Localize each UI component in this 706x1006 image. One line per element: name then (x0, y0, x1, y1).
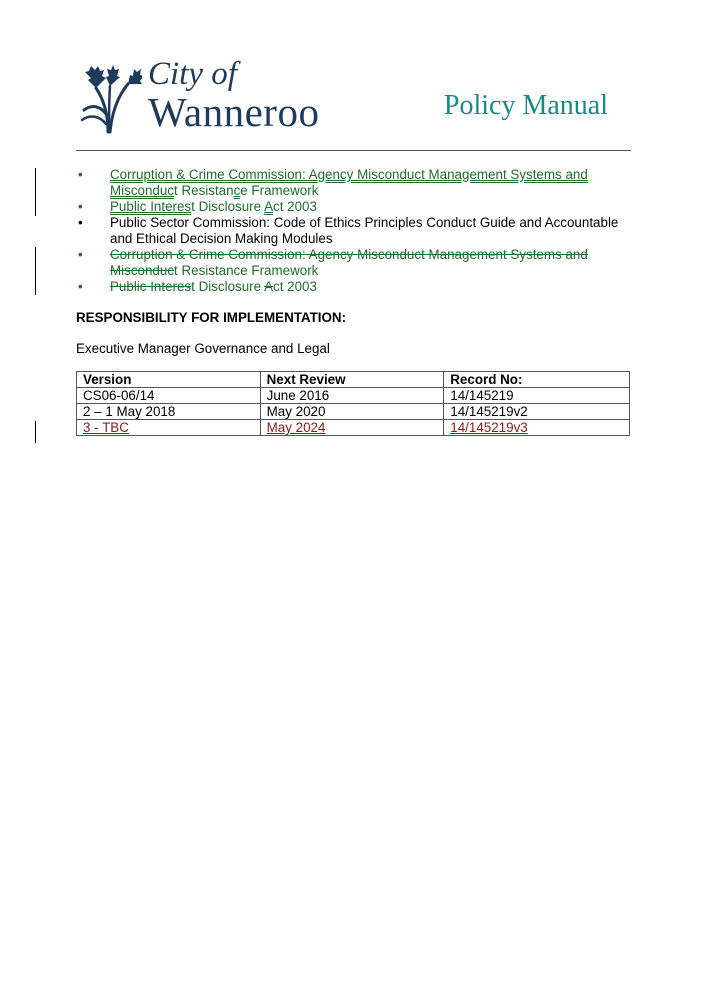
list-item-text: t Disclosure (191, 279, 265, 294)
version-cell (77, 420, 261, 436)
table-row (77, 404, 630, 420)
list-item-text: t Disclosure (191, 199, 265, 214)
list-item-text: t Resistan (174, 183, 234, 198)
table-row (77, 388, 630, 404)
header-record-no: Record No: (444, 372, 630, 388)
logo-text-wanneroo: Wanneroo (148, 89, 320, 135)
cell-text: May 2024 (266, 420, 326, 435)
bullet-icon: • (78, 279, 83, 294)
cell-text: CS06-06/14 (83, 388, 155, 403)
inserted-text: c (233, 183, 241, 198)
list-item (76, 215, 636, 247)
header-next-review: Next Review (260, 372, 444, 388)
deleted-text: Corruption & Crime Commission: Agency Misconduct Management Systems and (110, 247, 588, 262)
record-no-cell (444, 404, 630, 420)
header-divider (76, 150, 631, 151)
cell-text: 14/145219v2 (450, 404, 528, 419)
deleted-text: A (264, 279, 274, 294)
list-item-text: e Framework (240, 183, 319, 198)
bullet-icon: • (78, 247, 83, 262)
cell-text: 3 - TBC (83, 420, 129, 435)
version-table (76, 371, 630, 436)
inserted-text: Misconduc (110, 183, 175, 198)
version-cell (77, 388, 261, 404)
inserted-text: A (264, 199, 274, 214)
cell-text: 14/145219 (450, 388, 514, 403)
references-list (76, 167, 636, 295)
responsibility-text: Executive Manager Governance and Legal (76, 341, 330, 356)
record-no-cell (444, 388, 630, 404)
inserted-text: Public Interes (110, 199, 192, 214)
list-item-text: ct 2003 (273, 199, 317, 214)
table-header-row (77, 372, 630, 388)
bullet-icon: • (78, 167, 83, 182)
list-item (76, 279, 636, 295)
responsibility-heading: RESPONSIBILITY FOR IMPLEMENTATION: (76, 310, 347, 325)
cell-text: June 2016 (266, 388, 330, 403)
policy-manual-title: Policy Manual (443, 90, 608, 121)
inserted-text: Corruption & Crime Commission: Agency Misconduct Management Systems and (110, 167, 588, 182)
kangaroo-paw-icon (78, 64, 142, 134)
bullet-icon: • (78, 215, 83, 230)
table-row (77, 420, 630, 436)
cell-text: 2 – 1 May 2018 (83, 404, 176, 419)
list-item-text: t Resistance Framework (174, 263, 319, 278)
bullet-icon: • (78, 199, 83, 214)
city-logo (78, 56, 328, 136)
list-item (76, 199, 636, 215)
deleted-text: Public Interes (110, 279, 192, 294)
record-no-cell (444, 420, 630, 436)
cell-text: 14/145219v3 (450, 420, 528, 435)
list-item (76, 247, 636, 279)
deleted-text: Misconduc (110, 263, 175, 278)
version-cell (77, 404, 261, 420)
list-item (76, 167, 636, 199)
change-bar (35, 247, 36, 295)
next-review-cell (260, 404, 444, 420)
change-bar (35, 421, 36, 443)
list-item-text: Public Sector Commission: Code of Ethics Principles Conduct Guide and Accountable and Ethical Decision Making Modules (110, 215, 619, 246)
logo-text-city-of: City of (148, 56, 237, 92)
next-review-cell (260, 420, 444, 436)
header-version: Version (77, 372, 261, 388)
next-review-cell (260, 388, 444, 404)
cell-text: May 2020 (266, 404, 326, 419)
change-bar (35, 168, 36, 216)
list-item-text: ct 2003 (273, 279, 317, 294)
